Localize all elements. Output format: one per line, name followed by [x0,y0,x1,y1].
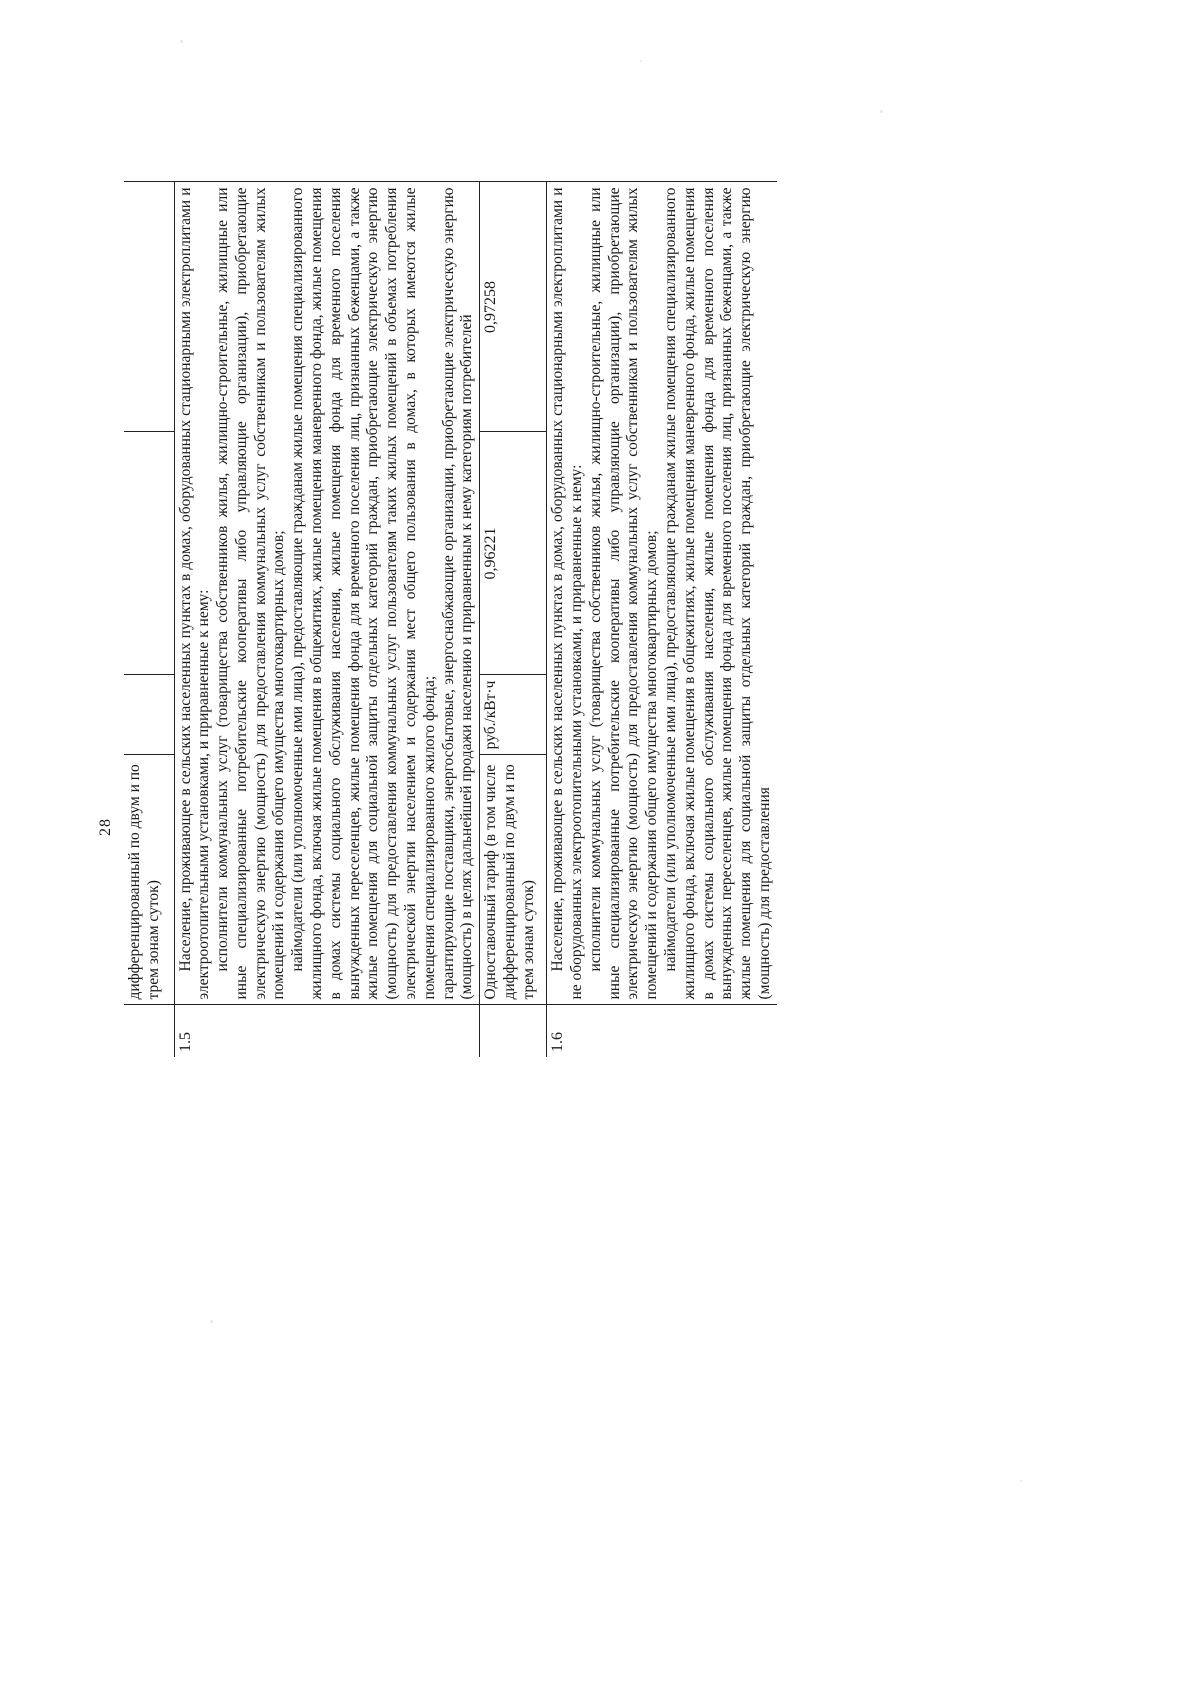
paragraph: Население, проживающее в сельских населенных пунктах в домах, оборудованных стационарными электроплитами и не оборудованных электроотопительными установками, и приравненные к нему: [549,187,586,1000]
table-row-1-6 [547,182,777,1057]
table-cell [124,182,174,432]
table-cell-name: дифференцированный по двум и по трем зонам суток) [124,755,174,1005]
rotated-table-wrapper [124,182,1134,1057]
page-number: 28 [97,818,114,836]
table-cell [480,1005,547,1057]
paragraph: наймодатели (или уполномоченные ими лица), предоставляющие гражданам жилые помещения специализированного жилищного фонда, включая жилые помещения в общежитиях, жилые помещения маневренного фонда, жилые помещения в домах системы социального обслуживания населения, жилые помещения фонда для временного поселения вынужденных переселенцев, жилые помещения фонда для временного поселения лиц, признанных беженцами, а также жилые помещения для социальной защиты отдельных категорий граждан, приобретающие электрическую энергию (мощность) для предоставления коммунальных услуг пользователям таких жилых помещений в объемах потребления электрической энергии населением и содержания мест общего пользования в домах, в которых имеются жилые помещения специализированного жилого фонда; [289,187,438,1000]
row-number: 1.6 [547,1005,777,1057]
tariff-value-1: 0,96221 [480,432,547,675]
scan-speck [180,40,183,43]
table-row-header-continuation [124,182,174,1057]
tariff-table [124,182,777,1058]
scan-speck [1020,1480,1022,1482]
table-cell [124,1005,174,1057]
paragraph: гарантирующие поставщики, энергосбытовые, энергоснабжающие организации, приобретающие электрическую энергию (мощность) в целях дальнейшей продажи населению и приравненным к нему категориям потребителей [439,187,476,1000]
row-description [547,182,777,1005]
tariff-name: Одноставочный тариф (в том числе дифференцированный по двум и по трем зонам суток) [480,755,547,1005]
tariff-value-2: 0,97258 [480,182,547,432]
tariff-unit: руб./кВт·ч [480,675,547,755]
scan-speck [210,1320,213,1323]
paragraph: наймодатели (или уполномоченные ими лица), предоставляющие гражданам жилые помещения специализированного жилищного фонда, включая жилые помещения в общежитиях, жилые помещения маневренного фонда, жилые помещения в домах системы социального обслуживания населения, жилые помещения фонда для временного поселения вынужденных переселенцев, жилые помещения фонда для временного поселения лиц, признанных беженцами, а также жилые помещения для социальной защиты отдельных категорий граждан, приобретающие электрическую энергию (мощность) для предоставления [662,187,774,1000]
paragraph: исполнители коммунальных услуг (товарищества собственников жилья, жилищно-строительные, жилищные или иные специализированные потребительские кооперативы либо управляющие организации), приобретающие электрическую энергию (мощность) для предоставления коммунальных услуг собственникам и пользователям жилых помещений и содержания общего имущества многоквартирных домов; [586,187,661,1000]
paragraph: Население, проживающее в сельских населенных пунктах в домах, оборудованных стационарными электроплитами и электроотопительными установками, и приравненные к нему: [176,187,213,1000]
scan-speck [880,110,883,113]
table-cell [124,432,174,675]
row-description [174,182,480,1005]
table-cell [124,675,174,755]
scan-speck [640,60,642,62]
table-row-1-5 [174,182,480,1057]
table-row-1-5-tariff [480,182,547,1057]
row-number: 1.5 [174,1005,480,1057]
paragraph: исполнители коммунальных услуг (товарищества собственников жилья, жилищно-строительные, жилищные или иные специализированные потребительские кооперативы либо управляющие организации), приобретающие электрическую энергию (мощность) для предоставления коммунальных услуг собственникам и пользователям жилых помещений и содержания общего имущества многоквартирных домов; [214,187,288,1000]
